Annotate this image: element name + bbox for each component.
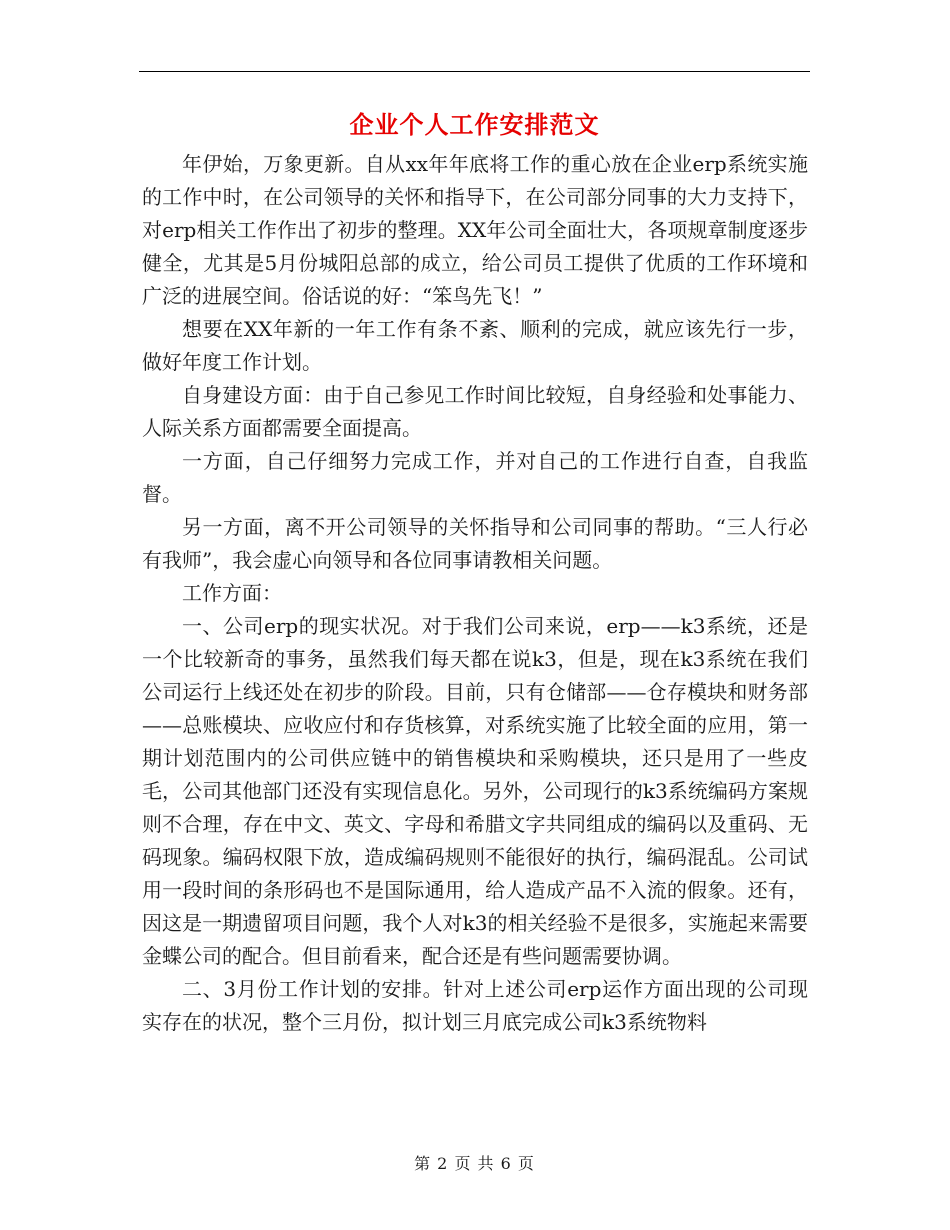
paragraph-section-two: 二、3月份工作计划的安排。针对上述公司erp运作方面出现的公司现实存在的状况，整个三月份，拟计划三月底完成公司k3系统物料 xyxy=(142,977,808,1034)
document-title: 企业个人工作安排范文 xyxy=(349,110,600,139)
paragraph-section-one: 一、公司erp的现实状况。对于我们公司来说，erp——k3系统，还是一个比较新奇的事务，虽然我们每天都在说k3，但是，现在k3系统在我们公司运行上线还处在初步的阶段。目前，只有仓储部——仓存模块和财务部——总账模块、应收应付和存货核算，对系统实施了比较全面的应用，第一期计划范围内的公司供应链中的销售模块和采购模块，还只是用了一些皮毛，公司其他部门还没有实现信息化。另外，公司现行的k3系统编码方案规则不合理，存在中文、英文、字母和希腊文字共同组成的编码以及重码、无码现象。编码权限下放，造成编码规则不能很好的执行，编码混乱。公司试用一段时间的条形码也不是国际通用，给人造成产品不入流的假象。还有，因这是一期遗留项目问题，我个人对k3的相关经验不是很多，实施起来需要金蝶公司的配合。但目前看来，配合还是有些问题需要协调。 xyxy=(142,614,808,968)
page-number: 第 2 页 共 6 页 xyxy=(414,1154,535,1173)
document-body xyxy=(142,148,808,1039)
paragraph-intro: 年伊始，万象更新。自从xx年年底将工作的重心放在企业erp系统实施的工作中时，在公司领导的关怀和指导下，在公司部分同事的大力支持下，对erp相关工作作出了初步的整理。XX年公司全面壮大，各项规章制度逐步健全，尤其是5月份城阳总部的成立，给公司员工提供了优质的工作环境和广泛的进展空间。俗话说的好：“笨鸟先飞！” xyxy=(142,152,808,308)
header-rule xyxy=(139,71,810,72)
paragraph-one-side: 一方面，自己仔细努力完成工作，并对自己的工作进行自查，自我监督。 xyxy=(142,449,808,506)
paragraph-work-heading: 工作方面： xyxy=(182,581,282,605)
paragraph-plan: 想要在XX年新的一年工作有条不紊、顺利的完成，就应该先行一步，做好年度工作计划。 xyxy=(142,317,808,374)
paragraph-self-building: 自身建设方面：由于自己参见工作时间比较短，自身经验和处事能力、人际关系方面都需要全面提高。 xyxy=(142,383,808,440)
paragraph-other-side: 另一方面，离不开公司领导的关怀指导和公司同事的帮助。“三人行必有我师”，我会虚心向领导和各位同事请教相关问题。 xyxy=(142,515,808,572)
